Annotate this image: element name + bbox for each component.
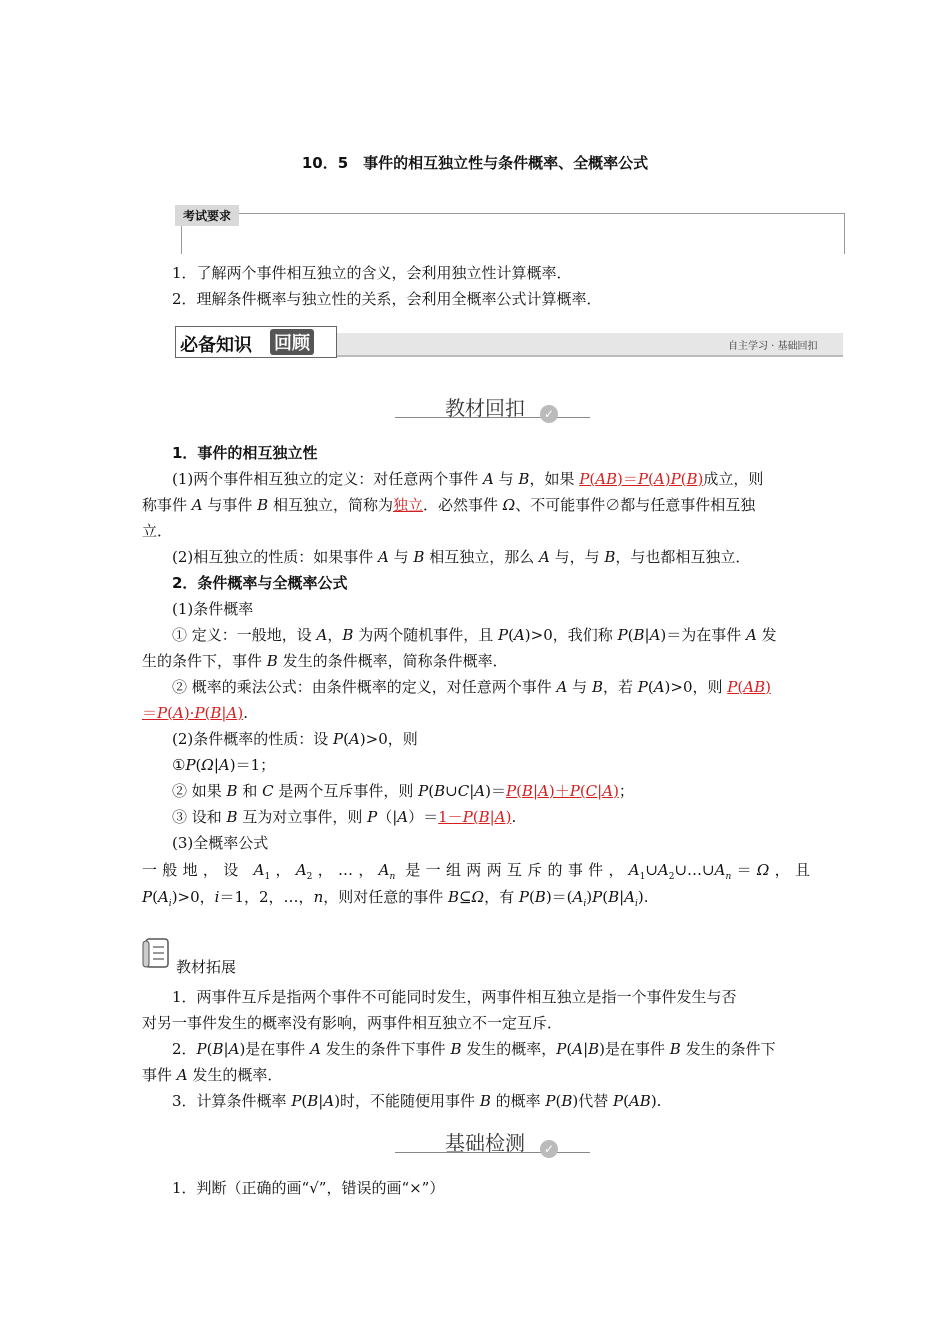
total-formula: 一般地，设 $A_1$，$A_2$，…，$A_n$ 是一组两两互斥的事件，$A_1\cup A_2\cup\dots\cup A_n=\Omega$，且	[142, 861, 810, 882]
banner-title: 必备知识	[180, 335, 252, 356]
prop-3: ③ 设和 B 互为对立事件，则 P（|A）＝1－P(B|A).	[172, 808, 517, 826]
ext-3: 3．计算条件概率 P(B|A)时，不能随便用事件 B 的概率 P(B)代替 P(AB).	[172, 1092, 662, 1110]
total-formula-2: $P(A_i)>0$，i＝1，2，…，n，则对任意的事件 B⊆Ω，有 $P(B)=(A_i)P(B|A_i)$.	[142, 888, 649, 909]
scroll-icon	[142, 937, 172, 971]
check-icon: ✓	[540, 405, 558, 423]
exam-box-right-line	[844, 213, 845, 254]
prop-independence: (2)相互独立的性质：如果事件 A 与 B 相互独立，那么 A 与，与 B，与也都相互独立．	[172, 548, 751, 566]
tuozhan-title: 教材拓展	[176, 958, 237, 976]
def-independence-3: 立．	[142, 522, 173, 540]
exam-requirements-tag: 考试要求	[175, 205, 239, 226]
sub-total: (3)全概率公式	[172, 834, 269, 852]
exam-box-left-line	[181, 222, 182, 254]
banner-highlight: 回顾	[270, 329, 314, 355]
sub-conditional: (1)条件概率	[172, 600, 254, 618]
mult-formula-2: ＝P(A)·P(B|A).	[142, 704, 248, 722]
ext-2: 2．P(B|A)是在事件 A 发生的条件下事件 B 发生的概率，P(A|B)是在事件 B 发生的条件下	[172, 1040, 776, 1058]
def-independence: (1)两个事件相互独立的定义：对任意两个事件 A 与 B，如果 P(AB)＝P(A)P(B)成立，则	[172, 470, 764, 488]
page-title: 10．5 事件的相互独立性与条件概率、全概率公式	[301, 154, 649, 172]
section-title-jiaocai: 教材回扣	[445, 396, 525, 420]
heading-conditional: 2．条件概率与全概率公式	[172, 574, 348, 592]
requirement-1: 1．了解两个事件相互独立的含义，会利用独立性计算概率．	[172, 264, 572, 282]
ext-2b: 事件 A 发生的概率．	[142, 1066, 283, 1084]
banner-subtitle: 自主学习 · 基础回扣	[728, 341, 818, 352]
prop-2: ② 如果 B 和 C 是两个互斥事件，则 P(B∪C|A)＝P(B|A)＋P(C|A)；	[172, 782, 634, 800]
exam-box-top-line	[175, 213, 845, 214]
def-independence-2: 称事件 A 与事件 B 相互独立，简称为独立．必然事件 Ω、不可能事件∅都与任意事件相互独	[142, 496, 756, 514]
ext-1: 1．两事件互斥是指两个事件不可能同时发生，两事件相互独立是指一个事件发生与否	[172, 988, 737, 1006]
question-1: 1．判断（正确的画“√”，错误的画“×”）	[172, 1179, 445, 1197]
section-title-jichu: 基础检测	[445, 1131, 525, 1155]
heading-independence: 1．事件的相互独立性	[172, 444, 318, 462]
check-icon-2: ✓	[540, 1140, 558, 1158]
def-conditional: ① 定义：一般地，设 A，B 为两个随机事件，且 P(A)>0，我们称 P(B|A)＝为在事件 A 发	[172, 626, 777, 644]
sub-properties: (2)条件概率的性质：设 P(A)>0，则	[172, 730, 418, 748]
prop-1: ①P(Ω|A)＝1；	[172, 756, 276, 774]
mult-formula: ② 概率的乘法公式：由条件概率的定义，对任意两个事件 A 与 B，若 P(A)>0，则 P(AB)	[172, 678, 771, 696]
def-conditional-2: 生的条件下，事件 B 发生的条件概率，简称条件概率．	[142, 652, 508, 670]
ext-1b: 对另一事件发生的概率没有影响，两事件相互独立不一定互斥．	[142, 1014, 563, 1032]
requirement-2: 2．理解条件概率与独立性的关系，会利用全概率公式计算概率．	[172, 290, 602, 308]
